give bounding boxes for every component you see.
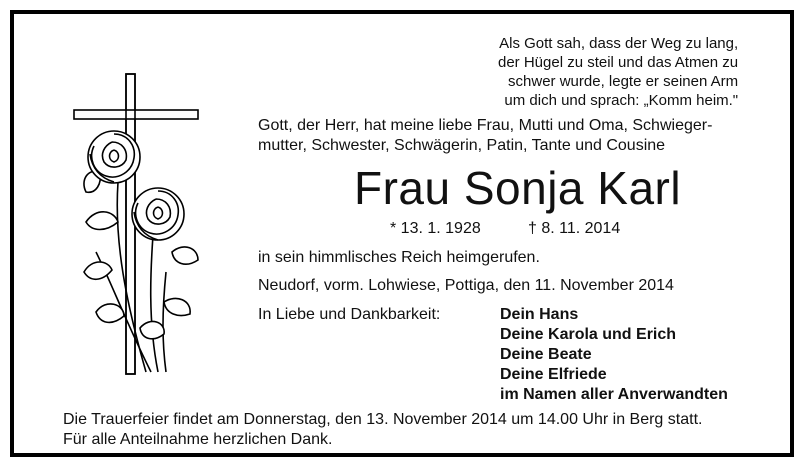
cross-with-roses-icon	[66, 72, 206, 402]
mourner-name: Dein Hans	[500, 306, 579, 323]
poem-line: um dich und sprach: „Komm heim."	[504, 92, 739, 109]
funeral-line: Die Trauerfeier findet am Donnerstag, den 13. November 2014 um 14.00 Uhr in Berg statt.	[63, 411, 703, 428]
mourner-name: im Namen aller Anverwandten	[500, 386, 728, 403]
poem-verse	[498, 34, 738, 110]
mourners-list	[500, 305, 728, 405]
death-date: † 8. 11. 2014	[528, 220, 621, 237]
funeral-info	[63, 410, 702, 450]
funeral-line: Für alle Anteilnahme herzlichen Dank.	[63, 431, 333, 448]
obituary-notice	[10, 10, 794, 457]
poem-line: der Hügel zu steil und das Atmen zu	[498, 54, 739, 71]
poem-line: Als Gott sah, dass der Weg zu lang,	[499, 35, 739, 52]
deceased-name: Frau Sonja Karl	[354, 162, 682, 214]
in-liebe-label: In Liebe und Dankbarkeit:	[258, 306, 441, 323]
intro-text	[258, 116, 712, 156]
heimgerufen-text: in sein himmlisches Reich heimgerufen.	[258, 249, 540, 266]
poem-line: schwer wurde, legte er seinen Arm	[508, 73, 739, 90]
mourner-name: Deine Karola und Erich	[500, 326, 677, 343]
mourner-name: Deine Beate	[500, 346, 592, 363]
place-date: Neudorf, vorm. Lohwiese, Pottiga, den 11. November 2014	[258, 277, 674, 294]
mourner-name: Deine Elfriede	[500, 366, 607, 383]
intro-line: mutter, Schwester, Schwägerin, Patin, Tante und Cousine	[258, 137, 666, 154]
birth-date: * 13. 1. 1928	[390, 220, 481, 237]
intro-line: Gott, der Herr, hat meine liebe Frau, Mutti und Oma, Schwieger-	[258, 117, 713, 134]
